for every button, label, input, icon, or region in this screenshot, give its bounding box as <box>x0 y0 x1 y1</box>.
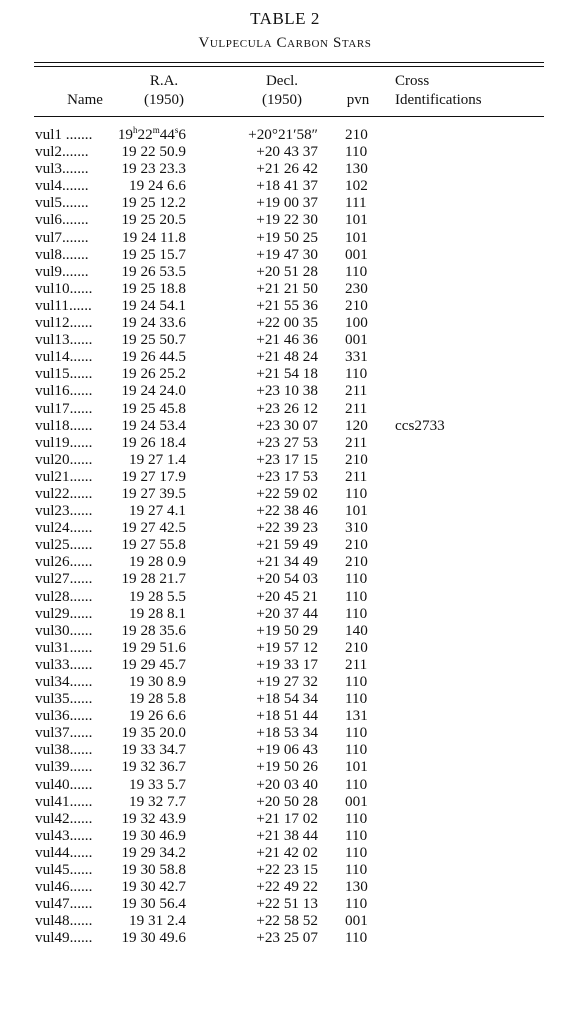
pvn-value: 101 <box>345 228 368 246</box>
star-name: vul37...... <box>35 724 93 742</box>
declination: +20 51 28 <box>256 262 318 280</box>
right-ascension: 19 33 34.7 <box>121 741 186 759</box>
pvn-value: 120 <box>345 416 368 434</box>
declination: +23 17 53 <box>256 467 318 485</box>
right-ascension: 19 27 4.1 <box>129 502 186 520</box>
declination: +18 54 34 <box>256 690 318 708</box>
right-ascension: 19 28 35.6 <box>121 621 186 639</box>
table-row <box>0 434 570 451</box>
table-row <box>0 246 570 263</box>
right-ascension: 19 25 45.8 <box>121 399 186 417</box>
star-name: vul38...... <box>35 741 93 759</box>
right-ascension: 19 31 2.4 <box>129 912 186 930</box>
pvn-value: 110 <box>345 673 368 690</box>
star-name: vul34...... <box>35 673 93 690</box>
right-ascension: 19 32 36.7 <box>121 758 186 776</box>
declination: +20 54 03 <box>256 570 318 588</box>
right-ascension: 19 26 44.5 <box>121 348 186 366</box>
star-name: vul20...... <box>35 450 93 468</box>
right-ascension: 19 28 8.1 <box>129 604 186 622</box>
pvn-value: 110 <box>345 929 368 947</box>
right-ascension: 19 26 53.5 <box>121 262 186 280</box>
pvn-value: 130 <box>345 160 368 178</box>
pvn-value: 001 <box>345 912 368 930</box>
table-row <box>0 878 570 895</box>
pvn-value: 110 <box>345 775 368 793</box>
star-name: vul45...... <box>35 861 93 879</box>
right-ascension: 19 35 20.0 <box>121 724 186 742</box>
right-ascension: 19 24 11.8 <box>122 228 186 246</box>
pvn-value: 100 <box>345 314 368 332</box>
star-name: vul44...... <box>35 843 93 861</box>
declination: +21 55 36 <box>256 296 318 314</box>
star-name: vul26...... <box>35 553 93 571</box>
table-row <box>0 417 570 434</box>
pvn-value: 110 <box>345 826 368 844</box>
star-name: vul28...... <box>35 587 93 605</box>
table-row <box>0 382 570 399</box>
pvn-value: 131 <box>345 707 368 725</box>
pvn-value: 101 <box>345 502 368 520</box>
declination: +18 51 44 <box>256 707 318 725</box>
declination: +21 54 18 <box>256 365 318 383</box>
star-name: vul30...... <box>35 621 93 639</box>
cross-identification: ccs2733 <box>395 416 445 434</box>
declination: +18 53 34 <box>256 724 318 742</box>
pvn-value: 210 <box>345 296 368 314</box>
right-ascension: 19 27 55.8 <box>121 536 186 554</box>
table-row <box>0 639 570 656</box>
pvn-value: 102 <box>345 177 368 195</box>
header-name: Name <box>67 92 103 108</box>
declination: +19 50 29 <box>256 621 318 639</box>
table-row <box>0 741 570 758</box>
pvn-value: 211 <box>345 467 368 485</box>
table-row <box>0 194 570 211</box>
right-ascension: 19 29 51.6 <box>121 638 186 656</box>
right-ascension: 19 30 42.7 <box>121 878 186 896</box>
star-name: vul8....... <box>35 245 89 263</box>
pvn-value: 110 <box>345 741 368 759</box>
table-subtitle: Vulpecula Carbon Stars <box>198 35 372 51</box>
declination: +21 42 02 <box>256 843 318 861</box>
right-ascension: 19 24 24.0 <box>121 382 186 400</box>
declination: +21 46 36 <box>256 331 318 349</box>
star-name: vul47...... <box>35 895 93 913</box>
star-name: vul17...... <box>35 399 93 417</box>
right-ascension: 19 30 8.9 <box>129 673 186 690</box>
star-name: vul48...... <box>35 912 93 930</box>
star-name: vul39...... <box>35 758 93 776</box>
right-ascension: 19 27 42.5 <box>121 519 186 537</box>
star-name: vul9....... <box>35 262 89 280</box>
star-name: vul2....... <box>35 143 89 161</box>
declination: +19 06 43 <box>256 741 318 759</box>
table-row <box>0 690 570 707</box>
table-row <box>0 314 570 331</box>
star-name: vul19...... <box>35 433 93 451</box>
declination: +19 22 30 <box>256 211 318 229</box>
declination: +23 26 12 <box>256 399 318 417</box>
header-pvn: pvn <box>346 92 370 108</box>
pvn-value: 230 <box>345 279 368 297</box>
table-row <box>0 844 570 861</box>
star-name: vul10...... <box>35 279 93 297</box>
declination: +20 37 44 <box>256 604 318 622</box>
declination: +20 03 40 <box>256 775 318 793</box>
table-row <box>0 758 570 775</box>
table-row <box>0 451 570 468</box>
declination: +19 00 37 <box>256 194 318 212</box>
table-row <box>0 553 570 570</box>
star-name: vul29...... <box>35 604 93 622</box>
declination: +23 10 38 <box>256 382 318 400</box>
pvn-value: 210 <box>345 450 368 468</box>
star-name: vul3....... <box>35 160 89 178</box>
top-rule-2 <box>34 66 544 67</box>
right-ascension: 19 33 5.7 <box>129 775 186 793</box>
pvn-value: 130 <box>345 878 368 896</box>
star-name: vul40...... <box>35 775 93 793</box>
declination: +21 21 50 <box>256 279 318 297</box>
star-name: vul36...... <box>35 707 93 725</box>
right-ascension: 19 26 18.4 <box>121 433 186 451</box>
star-name: vul31...... <box>35 638 93 656</box>
table-row <box>0 297 570 314</box>
pvn-value: 110 <box>345 587 368 605</box>
star-name: vul23...... <box>35 502 93 520</box>
star-name: vul41...... <box>35 792 93 810</box>
pvn-value: 001 <box>345 331 368 349</box>
table-row <box>0 656 570 673</box>
declination: +23 17 15 <box>256 450 318 468</box>
declination: +22 39 23 <box>256 519 318 537</box>
declination: +19 33 17 <box>256 655 318 673</box>
declination: +19 27 32 <box>256 673 318 690</box>
star-name: vul13...... <box>35 331 93 349</box>
star-name: vul5....... <box>35 194 89 212</box>
pvn-value: 110 <box>345 861 368 879</box>
declination: +21 17 02 <box>256 809 318 827</box>
right-ascension: 19 27 17.9 <box>121 467 186 485</box>
star-name: vul11...... <box>35 296 92 314</box>
declination: +22 00 35 <box>256 314 318 332</box>
header-decl-epoch: (1950) <box>262 92 302 108</box>
pvn-value: 110 <box>345 143 368 161</box>
right-ascension: 19 27 39.5 <box>121 484 186 502</box>
right-ascension: 19 29 34.2 <box>121 843 186 861</box>
declination: +21 59 49 <box>256 536 318 554</box>
right-ascension: 19 30 46.9 <box>121 826 186 844</box>
pvn-value: 110 <box>345 570 368 588</box>
right-ascension: 19 25 20.5 <box>121 211 186 229</box>
pvn-value: 210 <box>345 536 368 554</box>
table-row <box>0 485 570 502</box>
table-title: TABLE 2 <box>250 9 320 28</box>
table-row <box>0 263 570 280</box>
star-name: vul33...... <box>35 655 93 673</box>
right-ascension: 19$^h$22$^m$44$^s$6 <box>117 124 186 143</box>
pvn-value: 110 <box>345 365 368 383</box>
right-ascension: 19 28 21.7 <box>121 570 186 588</box>
declination: +22 49 22 <box>256 878 318 896</box>
pvn-value: 211 <box>345 655 368 673</box>
table-row <box>0 861 570 878</box>
table-row <box>0 365 570 382</box>
star-name: vul18...... <box>35 416 93 434</box>
hour-unit: h <box>133 124 138 135</box>
pvn-value: 110 <box>345 843 368 861</box>
star-name: vul22...... <box>35 484 93 502</box>
pvn-value: 211 <box>345 433 368 451</box>
table-row <box>0 348 570 365</box>
declination: +22 38 46 <box>256 502 318 520</box>
pvn-value: 110 <box>345 895 368 913</box>
declination: +23 27 53 <box>256 433 318 451</box>
table-row <box>0 929 570 946</box>
right-ascension: 19 32 43.9 <box>121 809 186 827</box>
star-name: vul4....... <box>35 177 89 195</box>
pvn-value: 101 <box>345 758 368 776</box>
header-identifications: Identifications <box>395 92 482 108</box>
right-ascension: 19 24 6.6 <box>129 177 186 195</box>
pvn-value: 140 <box>345 621 368 639</box>
declination: +21 48 24 <box>256 348 318 366</box>
declination: +22 59 02 <box>256 484 318 502</box>
right-ascension: 19 28 5.5 <box>129 587 186 605</box>
right-ascension: 19 29 45.7 <box>121 655 186 673</box>
right-ascension: 19 22 50.9 <box>121 143 186 161</box>
pvn-value: 210 <box>345 638 368 656</box>
right-ascension: 19 24 54.1 <box>121 296 186 314</box>
star-name: vul46...... <box>35 878 93 896</box>
declination: +21 38 44 <box>256 826 318 844</box>
pvn-value: 210 <box>345 553 368 571</box>
table-row <box>0 793 570 810</box>
table-row <box>0 519 570 536</box>
star-name: vul25...... <box>35 536 93 554</box>
minute-unit: m <box>152 124 160 135</box>
table-row <box>0 895 570 912</box>
header-ra: R.A. <box>149 73 179 89</box>
star-name: vul43...... <box>35 826 93 844</box>
table-row <box>0 229 570 246</box>
header-cross: Cross <box>395 73 430 89</box>
star-name: vul42...... <box>35 809 93 827</box>
table-row <box>0 827 570 844</box>
table-row <box>0 126 570 143</box>
right-ascension: 19 28 5.8 <box>129 690 186 708</box>
pvn-value: 110 <box>345 690 368 708</box>
table-row <box>0 331 570 348</box>
declination: +19 50 26 <box>256 758 318 776</box>
declination: +20°21′58″ <box>248 126 318 143</box>
table-row <box>0 776 570 793</box>
pvn-value: 001 <box>345 245 368 263</box>
right-ascension: 19 30 49.6 <box>121 929 186 947</box>
declination: +23 25 07 <box>256 929 318 947</box>
table-row <box>0 588 570 605</box>
right-ascension: 19 25 50.7 <box>121 331 186 349</box>
pvn-value: 001 <box>345 792 368 810</box>
pvn-value: 101 <box>345 211 368 229</box>
pvn-value: 210 <box>345 126 368 143</box>
header-ra-epoch: (1950) <box>144 92 184 108</box>
pvn-value: 110 <box>345 809 368 827</box>
star-name: vul15...... <box>35 365 93 383</box>
table-row <box>0 280 570 297</box>
pvn-value: 111 <box>345 194 367 212</box>
table-row <box>0 160 570 177</box>
star-name: vul6....... <box>35 211 89 229</box>
declination: +21 26 42 <box>256 160 318 178</box>
pvn-value: 211 <box>345 382 368 400</box>
table-row <box>0 707 570 724</box>
declination: +22 58 52 <box>256 912 318 930</box>
table-row <box>0 570 570 587</box>
declination: +22 23 15 <box>256 861 318 879</box>
declination: +18 41 37 <box>256 177 318 195</box>
right-ascension: 19 23 23.3 <box>121 160 186 178</box>
pvn-value: 110 <box>345 262 368 280</box>
right-ascension: 19 27 1.4 <box>129 450 186 468</box>
star-name: vul24...... <box>35 519 93 537</box>
table-row <box>0 177 570 194</box>
table-row <box>0 912 570 929</box>
star-name: vul7....... <box>35 228 89 246</box>
right-ascension: 19 25 15.7 <box>121 245 186 263</box>
right-ascension: 19 30 58.8 <box>121 861 186 879</box>
right-ascension: 19 32 7.7 <box>129 792 186 810</box>
second-unit: s <box>174 124 179 135</box>
table-row <box>0 622 570 639</box>
declination: +19 50 25 <box>256 228 318 246</box>
right-ascension: 19 30 56.4 <box>121 895 186 913</box>
star-name: vul14...... <box>35 348 93 366</box>
declination: +19 47 30 <box>256 245 318 263</box>
table-row <box>0 724 570 741</box>
declination: +20 43 37 <box>256 143 318 161</box>
declination: +21 34 49 <box>256 553 318 571</box>
declination: +19 57 12 <box>256 638 318 656</box>
pvn-value: 211 <box>345 399 368 417</box>
pvn-value: 331 <box>345 348 368 366</box>
table-body <box>0 126 570 947</box>
table-row <box>0 810 570 827</box>
right-ascension: 19 25 12.2 <box>121 194 186 212</box>
table-row <box>0 211 570 228</box>
star-name: vul1 ....... <box>35 126 93 143</box>
right-ascension: 19 25 18.8 <box>121 279 186 297</box>
table-row <box>0 673 570 690</box>
table-row <box>0 468 570 485</box>
table-row <box>0 502 570 519</box>
pvn-value: 110 <box>345 484 368 502</box>
table-row <box>0 536 570 553</box>
header-rule <box>34 116 544 117</box>
pvn-value: 310 <box>345 519 368 537</box>
star-name: vul49...... <box>35 929 93 947</box>
top-rule-1 <box>34 62 544 63</box>
table-row <box>0 143 570 160</box>
right-ascension: 19 26 25.2 <box>121 365 186 383</box>
declination: +20 50 28 <box>256 792 318 810</box>
right-ascension: 19 28 0.9 <box>129 553 186 571</box>
star-name: vul27...... <box>35 570 93 588</box>
declination: +23 30 07 <box>256 416 318 434</box>
right-ascension: 19 26 6.6 <box>129 707 186 725</box>
table-row <box>0 400 570 417</box>
star-name: vul16...... <box>35 382 93 400</box>
right-ascension: 19 24 33.6 <box>121 314 186 332</box>
table-row <box>0 605 570 622</box>
header-decl: Decl. <box>265 73 299 89</box>
declination: +22 51 13 <box>256 895 318 913</box>
star-name: vul35...... <box>35 690 93 708</box>
star-name: vul21...... <box>35 467 93 485</box>
pvn-value: 110 <box>345 604 368 622</box>
pvn-value: 110 <box>345 724 368 742</box>
right-ascension: 19 24 53.4 <box>121 416 186 434</box>
declination: +20 45 21 <box>256 587 318 605</box>
star-name: vul12...... <box>35 314 93 332</box>
